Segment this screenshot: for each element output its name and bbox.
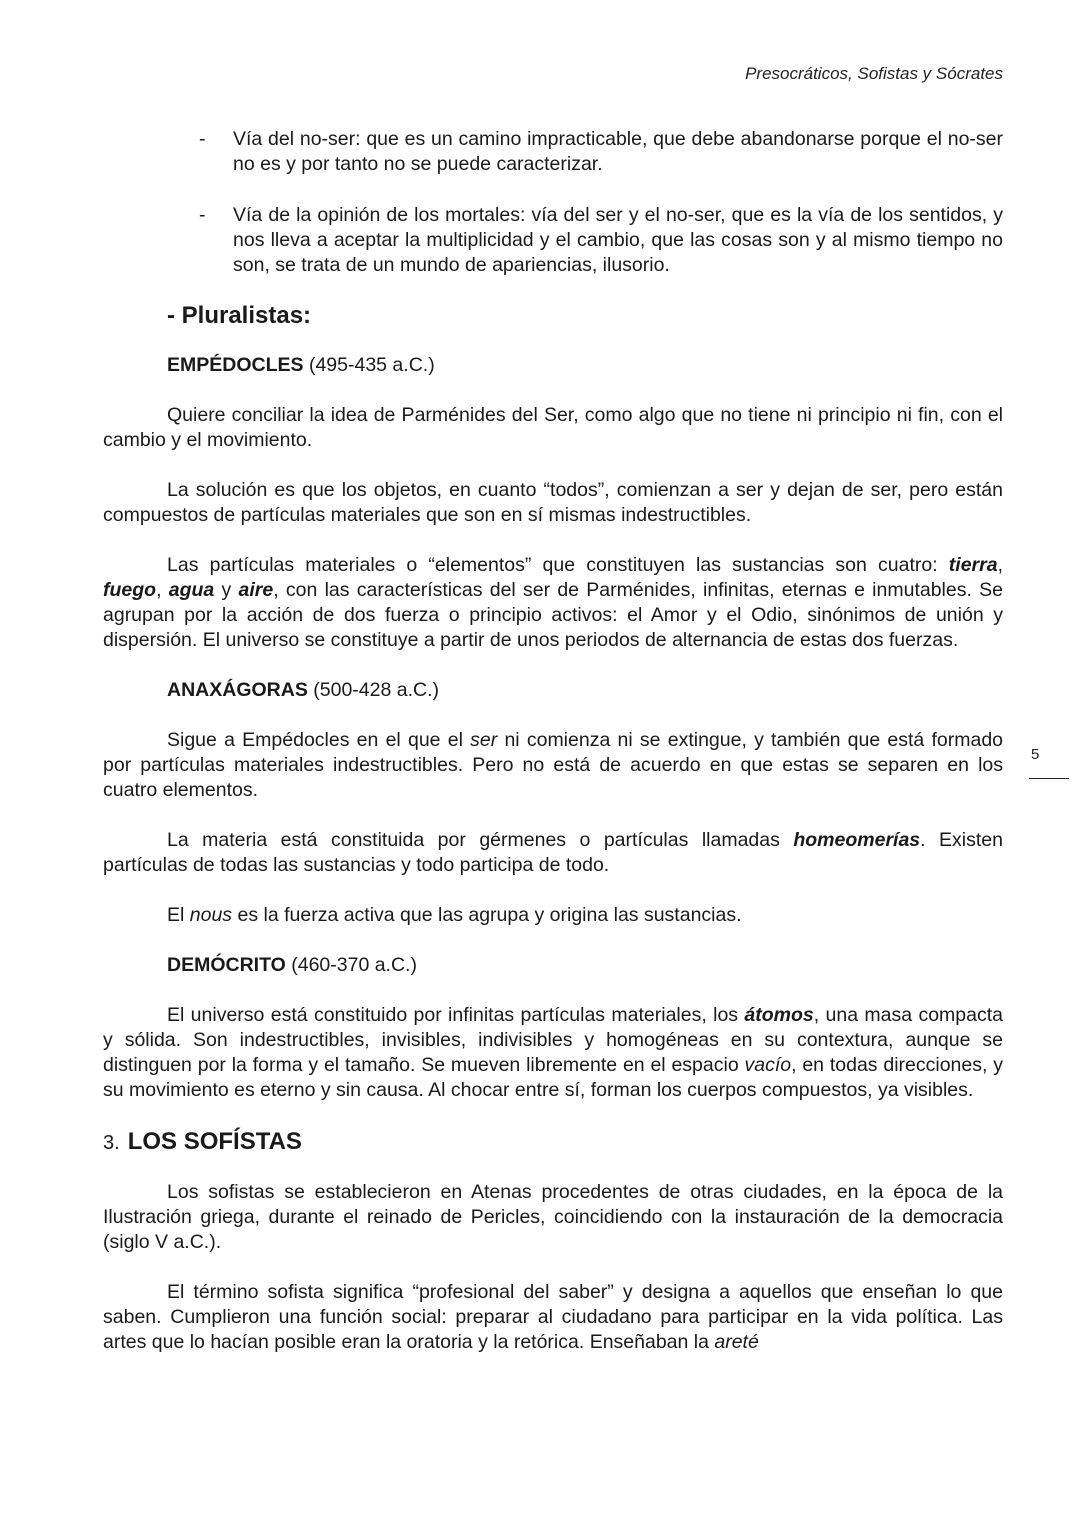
section-3-heading: [103, 1129, 1003, 1156]
philosopher-name: DEMÓCRITO: [167, 954, 286, 976]
section-title: LOS SOFÍSTAS: [127, 1128, 302, 1155]
running-header: Presocráticos, Sofistas y Sócrates: [745, 64, 1003, 83]
text-run: La materia está constituida por gérmenes o partículas llamadas: [167, 829, 794, 851]
anaxagoras-paragraph-3: [103, 903, 1003, 928]
section-number: 3.: [103, 1132, 120, 1154]
page-number: 5: [1031, 746, 1040, 763]
term-homeomerias: homeomerías: [793, 829, 921, 851]
text-run: . Existen partículas de todas las sustancias y todo participa de todo.: [103, 829, 1003, 876]
democrito-paragraph-1: [103, 1003, 1003, 1103]
text-run: , en todas direcciones, y su movimiento es eterno y sin causa. Al chocar entre sí, forman los cuerpos compuestos, ya visibles.: [103, 1054, 1003, 1101]
philosopher-name: EMPÉDOCLES: [167, 354, 304, 376]
bullet-dash: -: [199, 128, 206, 150]
element-aire: aire: [238, 579, 274, 601]
bullet-dash: -: [199, 204, 206, 226]
element-agua: agua: [168, 579, 215, 601]
text-run: ,: [156, 579, 169, 601]
text-run: El término sofista significa “profesional del saber” y designa a aquellos que enseñan lo que saben. Cumplieron una función social: preparar al ciudadano para participar en la vida política. Las artes que lo hacían posible eran la oratoria y la retórica. Enseñaban la: [103, 1281, 1003, 1353]
empedocles-heading: [103, 353, 1003, 378]
bullet-text: Vía del no-ser: que es un camino impracticable, que debe abandonarse porque el no-ser no es y por tanto no se puede caracterizar.: [233, 128, 1003, 175]
text-run: Sigue a Empédocles en el que el: [167, 729, 471, 751]
anaxagoras-heading: [103, 678, 1003, 703]
text-run: ni comienza ni se extingue, y también que está formado por partículas materiales indestructibles. Pero no está de acuerdo en que estas se separen en los cuatro elementos.: [103, 729, 1004, 801]
text-run: El universo está constituido por infinitas partículas materiales, los: [167, 1004, 745, 1026]
element-fuego: fuego: [103, 579, 157, 601]
bullet-via-no-ser: [103, 127, 1003, 177]
pluralistas-heading: - Pluralistas:: [167, 302, 312, 329]
anaxagoras-paragraph-1: [103, 728, 1003, 803]
philosopher-name: ANAXÁGORAS: [167, 679, 308, 701]
bullet-text: Vía de la opinión de los mortales: vía del ser y el no-ser, que es la vía de los sentidos, y nos lleva a aceptar la multiplicidad y el cambio, que las cosas son y al mismo tiempo no son, se trata de un mundo de apariencias, ilusorio.: [233, 204, 1003, 276]
empedocles-paragraph-2: La solución es que los objetos, en cuanto “todos”, comienzan a ser y dejan de ser, pero están compuestos de partículas materiales que son en sí mismas indestructibles.: [103, 479, 1003, 526]
text-run: , una masa compacta y sólida. Son indestructibles, invisibles, indivisibles y homogéneas en su contextura, aunque se distinguen por la forma y el tamaño. Se mueven libremente en el espacio: [103, 1004, 1003, 1076]
philosopher-dates: (500-428 a.C.): [313, 679, 439, 701]
term-arete: areté: [714, 1331, 759, 1353]
text-run: es la fuerza activa que las agrupa y origina las sustancias.: [232, 904, 742, 926]
text-run: Las partículas materiales o “elementos” que constituyen las sustancias son cuatro:: [167, 554, 949, 576]
democrito-heading: [103, 953, 1003, 978]
text-run: , con las características del ser de Parménides, infinitas, eternas e inmutables. Se agrupan por la acción de dos fuerza o principio activos: el Amor y el Odio, sinónimos de unión y dispersión. El universo se constituye a partir de unos periodos de alternancia de estas dos fuerzas.: [103, 579, 1003, 651]
empedocles-paragraph-3: [103, 553, 1003, 653]
term-vacio: vacío: [744, 1054, 792, 1076]
term-ser: ser: [470, 729, 498, 751]
text-run: y: [214, 579, 239, 601]
anaxagoras-paragraph-2: [103, 828, 1003, 878]
text-run: El: [167, 904, 190, 926]
term-atomos: átomos: [744, 1004, 814, 1026]
sofistas-paragraph-2: [103, 1280, 1003, 1355]
philosopher-dates: (495-435 a.C.): [308, 354, 435, 376]
sofistas-paragraph-1: Los sofistas se establecieron en Atenas procedentes de otras ciudades, en la época de la Ilustración griega, durante el reinado de Pericles, coincidiendo con la instauración de la democracia (siglo V a.C.).: [103, 1181, 1003, 1253]
text-run: ,: [997, 554, 1003, 576]
term-nous: nous: [189, 904, 233, 926]
page-number-rule: [1029, 778, 1069, 779]
element-tierra: tierra: [948, 554, 998, 576]
bullet-via-opinion: [103, 203, 1003, 278]
page-body: [103, 127, 1003, 1355]
empedocles-paragraph-1: Quiere conciliar la idea de Parménides del Ser, como algo que no tiene ni principio ni fin, con el cambio y el movimiento.: [103, 404, 1003, 451]
philosopher-dates: (460-370 a.C.): [291, 954, 417, 976]
